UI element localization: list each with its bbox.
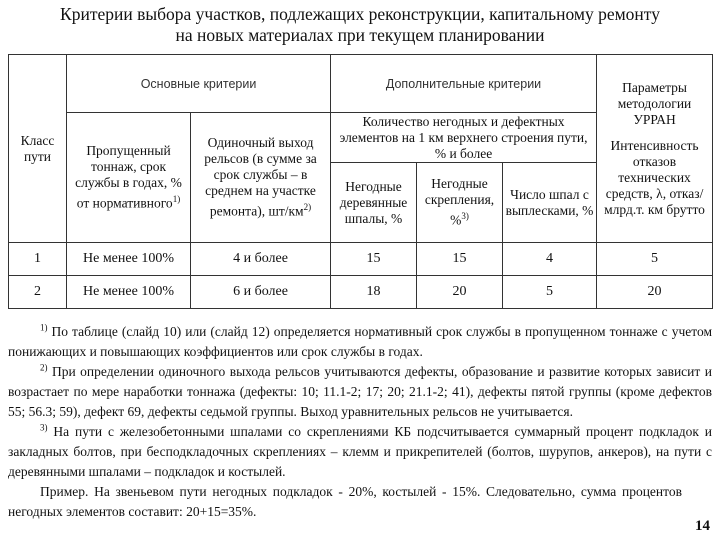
header-rail-exit-text: Одиночный выход рельсов (в сумме за срок службы – в среднем на участке ремонта), шт/км xyxy=(204,135,317,219)
footnote-3-text: На пути с железобетонными шпалами со скреплениями КБ подсчитывается суммарный процент подкладок и закладных болтов, при бесподкладочных скреплениях – клемм и прикрепителей (болтов, шурупов, анкеров), на пути с деревянными шпалами – подкладок и костылей. xyxy=(8,424,712,479)
page-number: 14 xyxy=(695,518,710,534)
table-row xyxy=(9,243,713,276)
cell-class: 2 xyxy=(9,276,67,309)
table-row xyxy=(9,276,713,309)
cell-fasteners: 15 xyxy=(417,243,503,276)
cell-tonnage: Не менее 100% xyxy=(67,276,191,309)
footnote-ref-1: 1) xyxy=(172,194,181,205)
header-tonnage-text: Пропущенный тоннаж, срок службы в годах, % от нормативного xyxy=(75,143,182,211)
footnote-3 xyxy=(8,422,712,482)
footnote-2 xyxy=(8,362,712,422)
header-parameters: Параметры методологии УРРАН xyxy=(617,79,692,127)
header-class: Класс пути xyxy=(9,55,67,243)
header-parameters-block xyxy=(597,55,713,243)
cell-tonnage: Не менее 100% xyxy=(67,243,191,276)
footnote-ref-2: 2) xyxy=(303,202,312,213)
cell-ballast: 5 xyxy=(503,276,597,309)
criteria-table xyxy=(8,54,713,309)
header-tonnage xyxy=(67,113,191,243)
footnote-2-mark: 2) xyxy=(40,362,48,373)
cell-sleepers: 15 xyxy=(331,243,417,276)
footnote-ref-3: 3) xyxy=(461,211,469,222)
header-main-criteria: Основные критерии xyxy=(67,55,331,113)
cell-class: 1 xyxy=(9,243,67,276)
header-fasteners xyxy=(417,163,503,243)
footnote-2-text: При определении одиночного выхода рельсов учитываются дефекты, образование и развитие которых зависит и возрастает по мере наработки тоннажа (дефекты: 10; 11.1-2; 17; 20; 21.1-2; 41), дефекты пятой группы (кроме дефектов 55; 56.3; 59), дефект 69, дефекты седьмой группы. Выход уравнительных рельсов не учитывается. xyxy=(8,364,713,419)
cell-sleepers: 18 xyxy=(331,276,417,309)
header-additional-criteria: Дополнительные критерии xyxy=(331,55,597,113)
footnotes xyxy=(8,322,712,522)
cell-rail-exit: 4 и более xyxy=(191,243,331,276)
footnote-3-mark: 3) xyxy=(40,422,48,433)
header-sleepers: Негодные деревянные шпалы, % xyxy=(331,163,417,243)
cell-rail-exit: 6 и более xyxy=(191,276,331,309)
slide-title xyxy=(0,4,720,46)
cell-ballast: 4 xyxy=(503,243,597,276)
example-note: Пример. На звеньевом пути негодных подкладок - 20%, костылей - 15%. Следовательно, сумма процентов негодных элементов составит: 20+15=35%. xyxy=(8,484,682,519)
header-defect-count: Количество негодных и дефектных элементов на 1 км верхнего строения пути, % и более xyxy=(331,113,597,163)
header-fasteners-text: Негодные скрепления, % xyxy=(424,176,495,228)
slide-title-line-2: на новых материалах при текущем планировании xyxy=(175,25,545,45)
footnote-1-mark: 1) xyxy=(40,322,48,333)
cell-intensity: 20 xyxy=(597,276,713,309)
footnote-1-text: По таблице (слайд 10) или (слайд 12) определяется нормативный срок службы в пропущенном тоннаже с учетом понижающих и повышающих коэффициентов или срок службы в годах. xyxy=(8,324,712,359)
cell-intensity: 5 xyxy=(597,243,713,276)
slide-title-line-1: Критерии выбора участков, подлежащих реконструкции, капитальному ремонту xyxy=(60,4,660,24)
header-ballast-gaps: Число шпал с выплесками, % xyxy=(503,163,597,243)
cell-fasteners: 20 xyxy=(417,276,503,309)
header-failure-intensity: Интенсивность отказов технических средств, λ, отказ/млрд.т. км брутто xyxy=(604,137,705,217)
footnote-1 xyxy=(8,322,712,362)
header-rail-exit xyxy=(191,113,331,243)
